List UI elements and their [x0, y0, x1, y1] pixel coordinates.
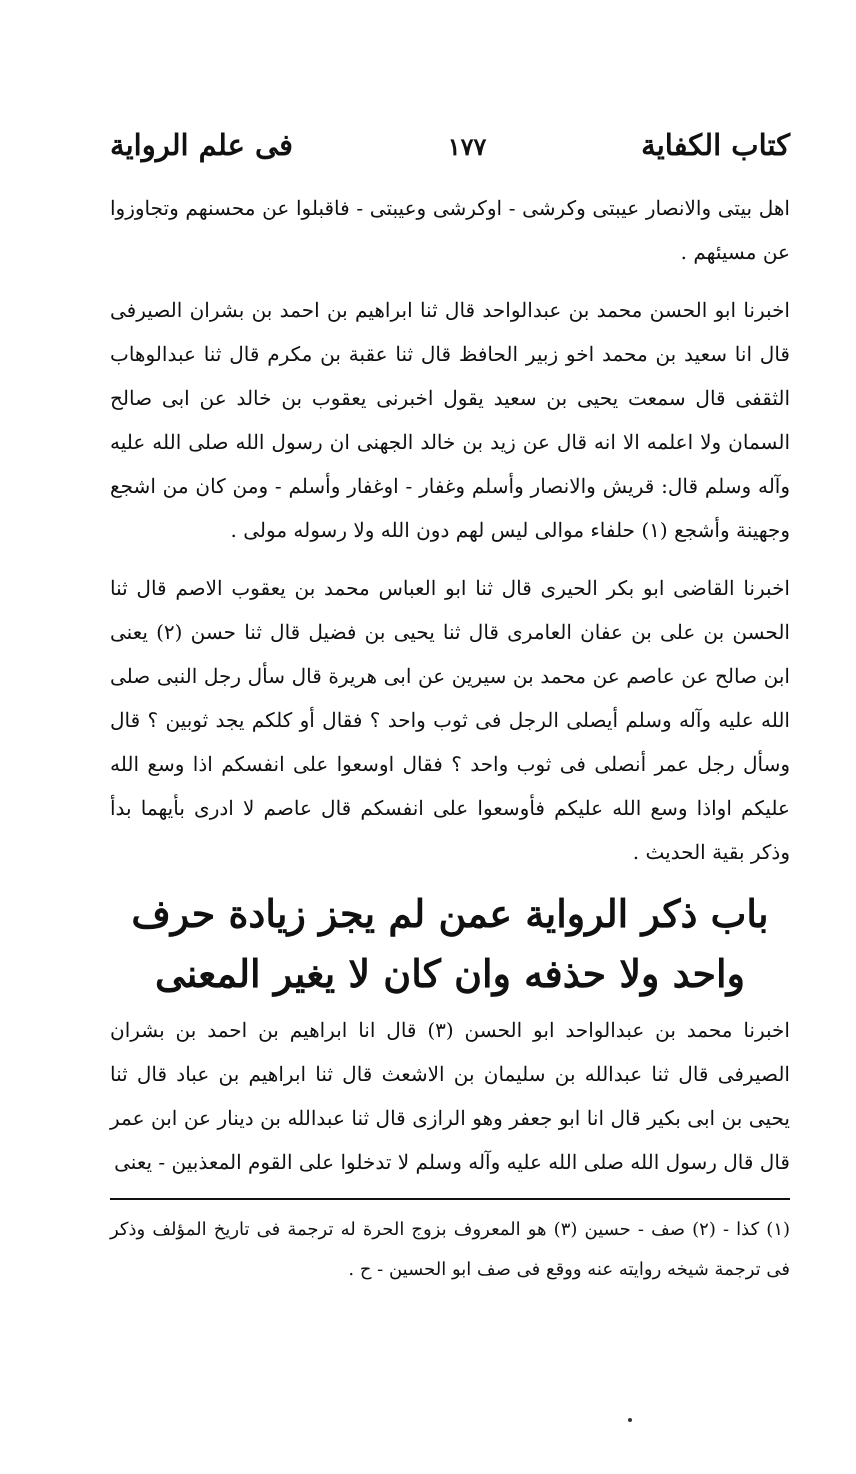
footnotes: (١) كذا - (٢) صف - حسين (٣) هو المعروف بزوج الحرة له ترجمة فى تاريخ المؤلف وذكر فى ترجمة شيخه روايته عنه ووقع فى صف ابو الحسين - ح .: [110, 1219, 791, 1280]
chapter-heading: باب ذكر الرواية عمن لم يجز زيادة حرف واحد ولا حذفه وان كان لا يغير المعنى: [131, 891, 769, 996]
page-number: ١٧٧: [447, 132, 487, 161]
stray-mark: [628, 1418, 632, 1422]
paragraph-4: اخبرنا محمد بن عبدالواحد ابو الحسن (٣) قال انا ابراهيم بن احمد بن بشران الصيرفى قال ثنا عبدالله بن سليمان بن الاشعث قال ثنا ابراهيم بن عباد قال ثنا يحيى بن ابى بكير قال انا ابو جعفر وهو الرازى قال ثنا عبدالله بن دينار عن ابن عمر قال قال رسول الله صلى الله عليه وآله وسلم لا تدخلوا على القوم المعذبين - يعنى: [110, 1018, 790, 1174]
footnote-divider: [110, 1198, 790, 1200]
running-header: [110, 128, 790, 186]
paragraph-2: اخبرنا ابو الحسن محمد بن عبدالواحد قال ثنا ابراهيم بن احمد بن بشران الصيرفى قال انا سعيد بن محمد اخو زبير الحافظ قال ثنا عقبة بن مكرم قال ثنا عبدالوهاب الثقفى قال سمعت يحيى بن سعيد يقول اخبرنى يعقوب بن خالد عن ابى صالح السمان ولا اعلمه الا انه قال عن زيد بن خالد الجهنى ان رسول الله صلى الله عليه وآله وسلم قال: قريش والانصار وأسلم وغفار - اوغفار وأسلم - ومن كان من اشجع وجهينة وأشجع (١) حلفاء موالى ليس لهم دون الله ولا رسوله مولى .: [110, 298, 790, 542]
paragraph-3: اخبرنا القاضى ابو بكر الحيرى قال ثنا ابو العباس محمد بن يعقوب الاصم قال ثنا الحسن بن على بن عفان العامرى قال ثنا يحيى بن فضيل قال ثنا حسن (٢) يعنى ابن صالح عن عاصم عن محمد بن سيرين عن ابى هريرة قال سأل رجل النبى صلى الله عليه وآله وسلم أيصلى الرجل فى ثوب واحد ؟ فقال أو كلكم يجد ثوبين ؟ قال وسأل رجل عمر أنصلى فى ثوب واحد ؟ فقال اوسعوا على انفسكم اذا وسع الله عليكم اواذا وسع الله عليكم فأوسعوا على انفسكم قال عاصم لا ادرى بأيهما بدأ وذكر بقية الحديث .: [110, 576, 790, 864]
section-title-header: فى علم الرواية: [110, 128, 294, 162]
paragraph-1: اهل بيتى والانصار عيبتى وكرشى - اوكرشى وعيبتى - فاقبلوا عن محسنهم وتجاوزوا عن مسيئهم .: [110, 196, 790, 264]
book-title-header: كتاب الكفاية: [641, 128, 790, 162]
book-page: [110, 128, 790, 1290]
